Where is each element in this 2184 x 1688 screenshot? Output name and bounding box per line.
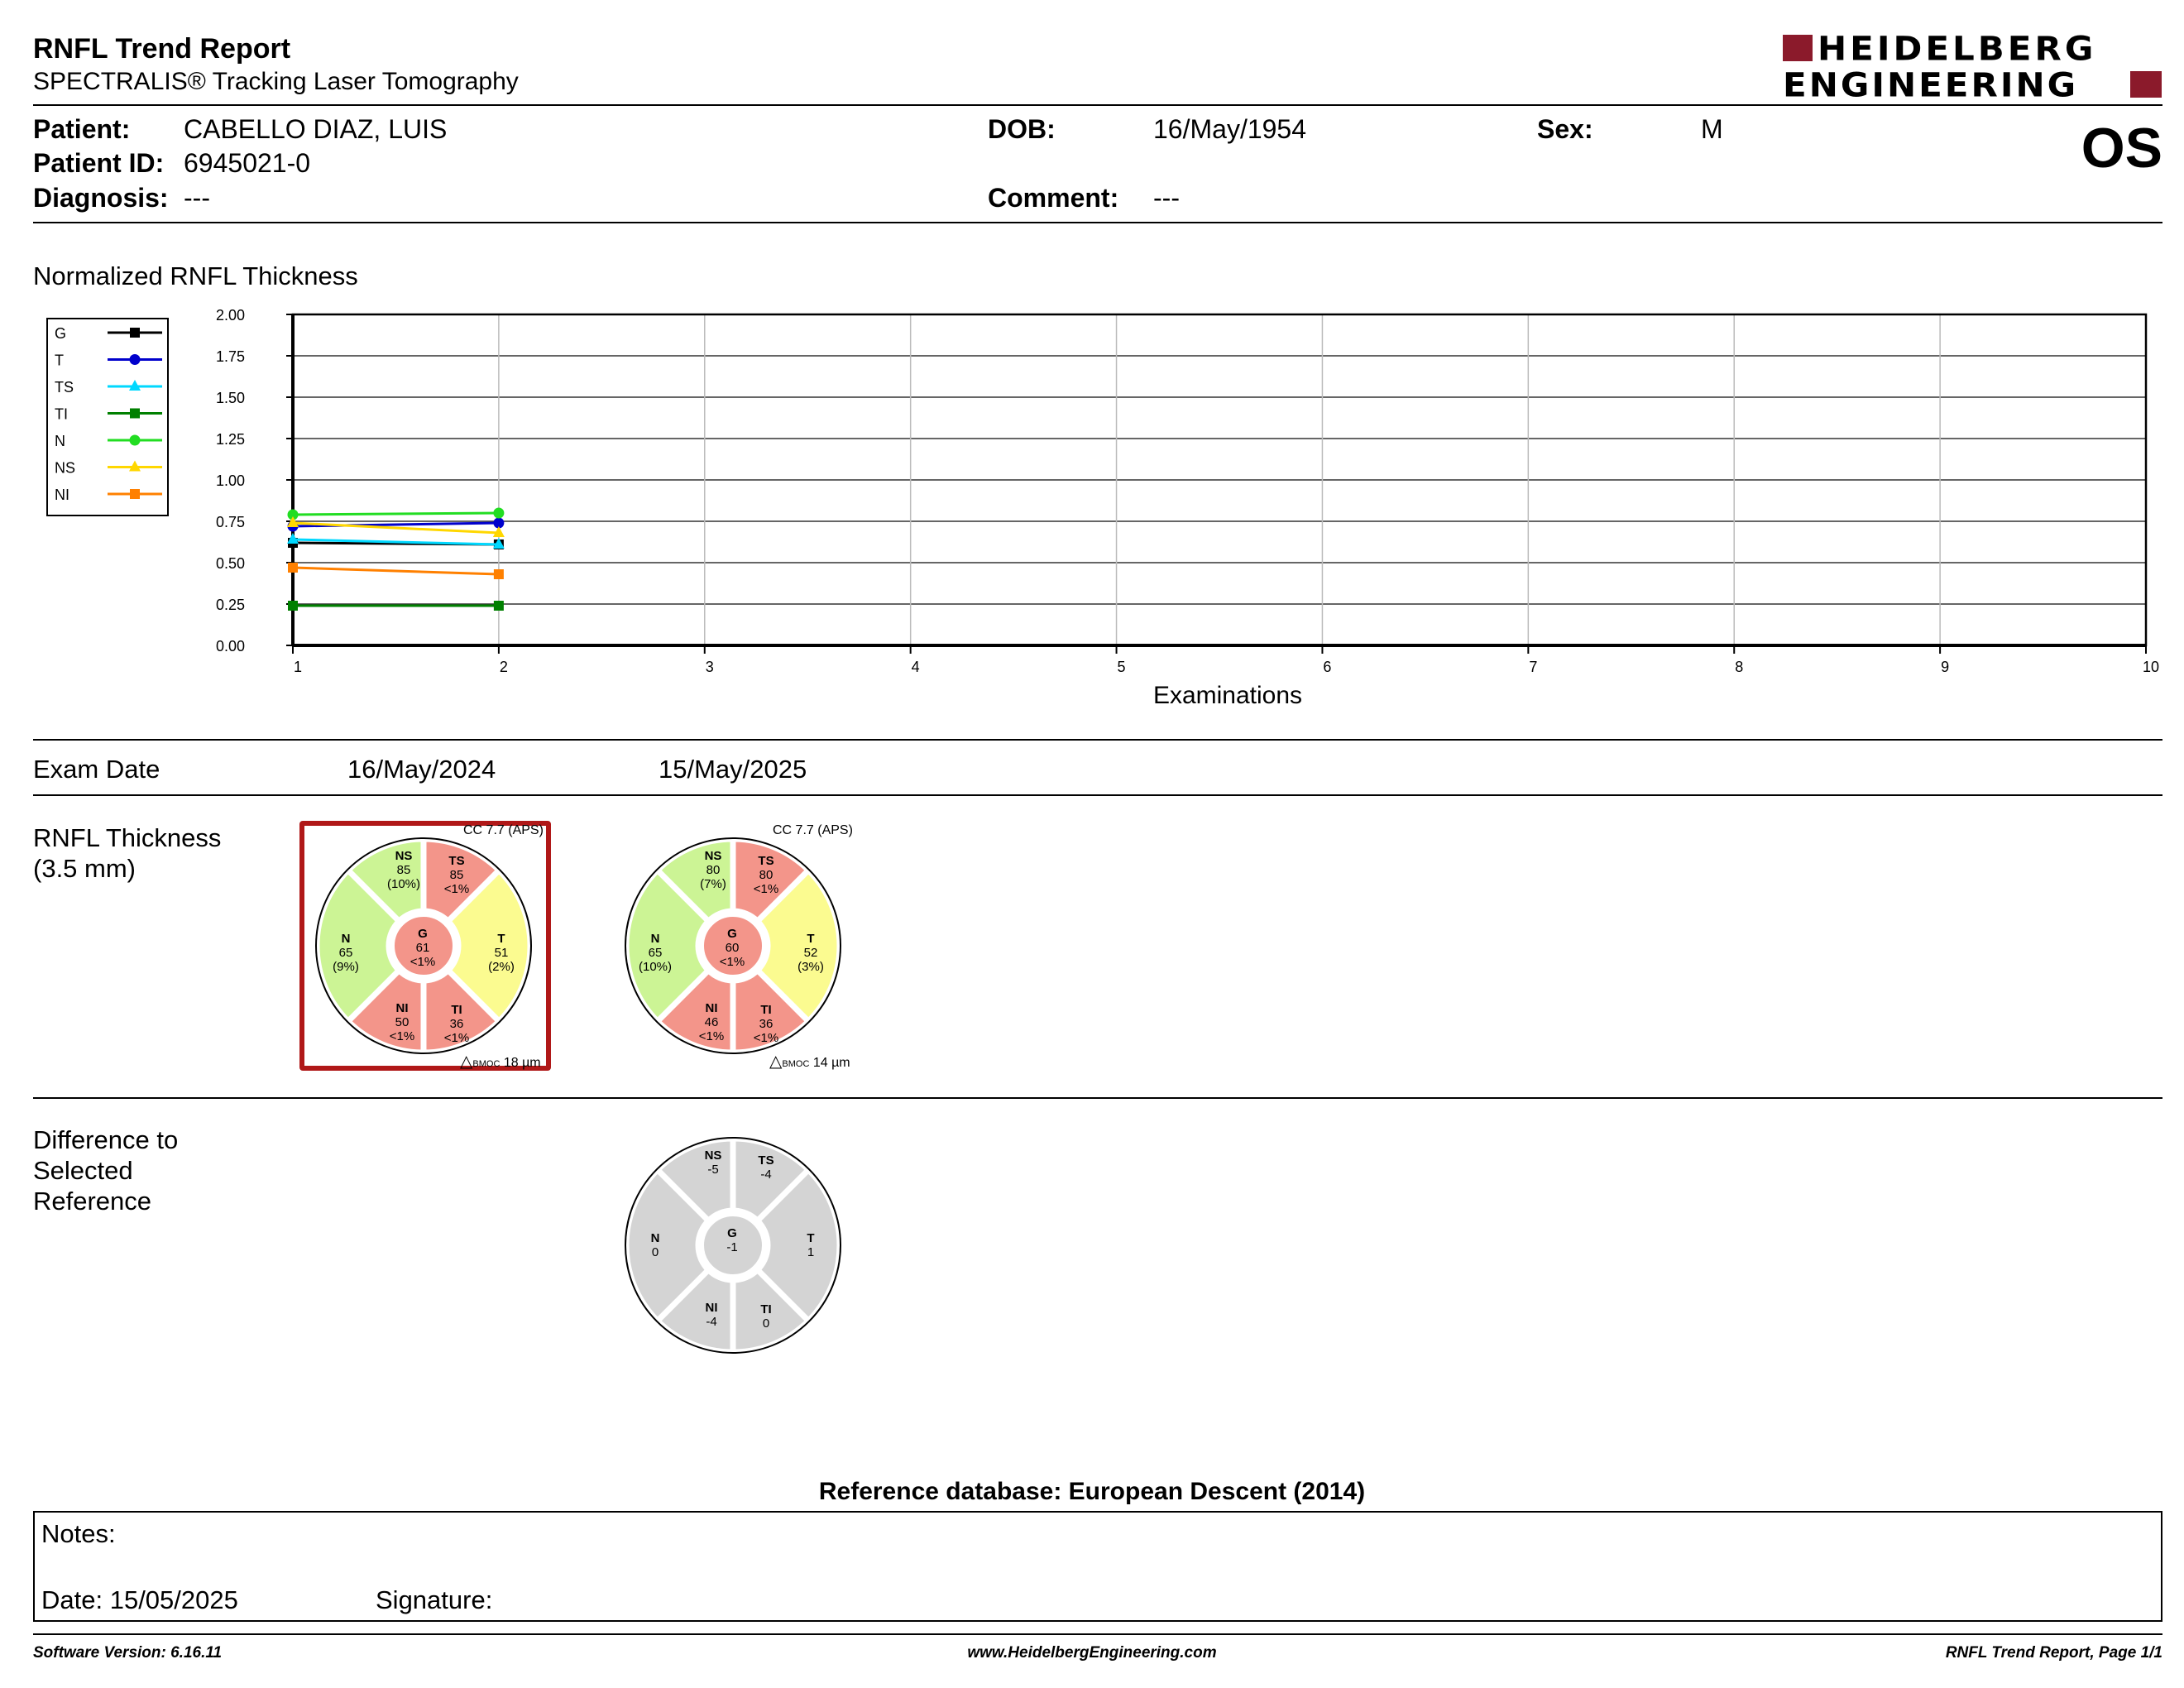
sector-label: NI — [395, 1001, 409, 1015]
x-tick-label: 9 — [1941, 659, 1950, 675]
trend-chart — [0, 298, 2184, 720]
sector-value: 51 — [494, 946, 509, 960]
page-number: RNFL Trend Report, Page 1/1 — [1945, 1644, 2162, 1662]
legend-marker — [130, 328, 140, 338]
logo-line2: ENGINEERING — [1783, 65, 2079, 104]
sector-percentile: (2%) — [488, 960, 515, 974]
sector-value: 52 — [803, 946, 818, 960]
brand-logo — [1783, 31, 2163, 103]
legend-label: NI — [55, 487, 69, 503]
sector-value: 50 — [395, 1015, 410, 1029]
exam-divider — [33, 794, 2162, 796]
difference-label-line3: Reference — [33, 1187, 152, 1216]
x-axis-label: Examinations — [1152, 682, 1303, 709]
sector-percentile: (3%) — [797, 960, 824, 974]
logo-line1: HEIDELBERG — [1818, 29, 2097, 68]
sector-label: TI — [760, 1003, 772, 1017]
website-link[interactable]: www.HeidelbergEngineering.com — [967, 1644, 1217, 1662]
sector-label: TS — [448, 854, 465, 868]
sector-label: NS — [704, 849, 722, 863]
x-tick-label: 5 — [1117, 659, 1126, 675]
difference-label-line1: Difference to — [33, 1125, 179, 1154]
x-tick-label: 10 — [2142, 659, 2160, 675]
bmoc-value: 18 µm — [503, 1056, 541, 1070]
series-line-n — [293, 513, 499, 515]
notes-label: Notes: — [41, 1519, 116, 1548]
x-tick-label: 2 — [499, 659, 508, 675]
sector-percentile: <1% — [698, 1029, 725, 1043]
diagnosis-value: --- — [184, 183, 210, 213]
sector-label: NI — [705, 1001, 718, 1015]
sex-value: M — [1701, 114, 1723, 144]
sector-label: TS — [758, 854, 774, 868]
sector-label: G — [418, 927, 428, 941]
x-tick-label: 6 — [1323, 659, 1332, 675]
sector-label: TI — [760, 1302, 772, 1316]
x-tick-label: 3 — [705, 659, 714, 675]
sector-value: 46 — [704, 1015, 719, 1029]
patient-id-label: Patient ID: — [33, 148, 165, 178]
y-tick-label: 0.75 — [215, 514, 245, 530]
sector-percentile: (9%) — [333, 960, 359, 974]
bmoc-2 — [769, 1051, 850, 1072]
report-title: RNFL Trend Report — [33, 33, 291, 65]
y-tick-label: 1.50 — [215, 390, 245, 406]
legend-label: TI — [55, 405, 68, 423]
sector-value: 65 — [338, 946, 353, 960]
y-tick-label: 1.25 — [215, 431, 245, 448]
trend-section-title: Normalized RNFL Thickness — [33, 261, 358, 290]
data-point-n — [493, 508, 504, 519]
difference-sector-chart — [624, 1136, 842, 1355]
patient-divider — [33, 222, 2162, 223]
sector-percentile: (10%) — [638, 960, 673, 974]
sector-percentile: (7%) — [700, 877, 726, 891]
legend-marker — [130, 409, 140, 419]
logo-square-top — [1783, 35, 1813, 61]
sector-percentile: <1% — [719, 955, 745, 969]
y-tick-label: 0.25 — [215, 597, 245, 613]
sector-label: T — [807, 1231, 815, 1245]
sector-percentile: <1% — [443, 882, 470, 896]
sector-percentile: <1% — [443, 1031, 470, 1045]
signature-label: Signature: — [376, 1585, 493, 1614]
x-tick-label: 8 — [1735, 659, 1744, 675]
y-tick-label: 0.50 — [215, 555, 245, 572]
chart-legend — [47, 319, 168, 516]
bmoc-value: 14 µm — [812, 1056, 850, 1070]
series-line-ni — [293, 568, 499, 574]
data-point-ti — [288, 601, 298, 611]
sector-value: -5 — [707, 1163, 719, 1177]
y-tick-label: 1.00 — [215, 472, 245, 489]
sector-value: -4 — [760, 1168, 772, 1182]
cc-label-2: CC 7.7 (APS) — [773, 823, 853, 837]
data-point-ni — [494, 569, 504, 579]
x-tick-label: 1 — [293, 659, 303, 675]
sector-value: -1 — [726, 1240, 738, 1254]
legend-label: T — [55, 352, 64, 369]
legend-marker — [130, 435, 141, 446]
comment-value: --- — [1153, 183, 1180, 213]
rnfl-thickness-label: RNFL Thickness — [33, 823, 222, 852]
sector-value: 85 — [396, 863, 411, 877]
sector-value: 65 — [648, 946, 663, 960]
sector-value: 36 — [759, 1017, 774, 1031]
sector-percentile: <1% — [753, 882, 779, 896]
sector-percentile: (10%) — [386, 877, 421, 891]
x-tick-label: 4 — [911, 659, 920, 675]
sector-label: NS — [395, 849, 413, 863]
rnfl-sector-chart-1[interactable] — [314, 837, 533, 1055]
logo-square-bottom — [2130, 71, 2162, 98]
legend-label: G — [55, 325, 67, 342]
patient-name: CABELLO DIAZ, LUIS — [184, 114, 448, 144]
bmoc-label: BMOC — [472, 1059, 500, 1069]
data-point-ni — [288, 563, 298, 573]
software-version: Software Version: 6.16.11 — [33, 1644, 223, 1662]
y-tick-label: 2.00 — [215, 307, 245, 324]
report-subtitle: SPECTRALIS® Tracking Laser Tomography — [33, 68, 519, 95]
sector-value: 85 — [449, 868, 464, 882]
sector-label: NI — [705, 1301, 718, 1315]
sector-label: T — [807, 932, 815, 946]
header-divider — [33, 104, 2162, 106]
date-label: Date: 15/05/2025 — [41, 1585, 238, 1614]
x-tick-label: 7 — [1529, 659, 1538, 675]
sector-value: -4 — [706, 1315, 717, 1329]
rnfl-diameter-label: (3.5 mm) — [33, 854, 136, 883]
dob-value: 16/May/1954 — [1153, 114, 1307, 144]
sector-label: G — [727, 1226, 737, 1240]
y-tick-label: 0.00 — [215, 638, 245, 655]
sector-percentile: <1% — [410, 955, 436, 969]
footer-divider — [33, 1633, 2162, 1635]
sector-label: N — [650, 1231, 660, 1245]
data-point-ti — [494, 601, 504, 611]
bmoc-1 — [460, 1051, 541, 1072]
sector-value: 80 — [759, 868, 774, 882]
triangle-delta-icon: △ — [769, 1053, 783, 1071]
exam-date-2: 15/May/2025 — [659, 755, 807, 784]
sector-value: 60 — [725, 941, 740, 955]
sex-label: Sex: — [1537, 114, 1593, 144]
y-tick-label: 1.75 — [215, 348, 245, 365]
legend-label: NS — [55, 459, 76, 477]
notes-box[interactable] — [33, 1511, 2162, 1622]
comment-label: Comment: — [988, 183, 1119, 213]
triangle-delta-icon: △ — [460, 1053, 473, 1071]
legend-label: TS — [55, 379, 74, 396]
eye-label: OS — [2081, 117, 2162, 180]
sector-value: 61 — [415, 941, 430, 955]
sector-label: T — [497, 932, 505, 946]
sector-label: N — [341, 932, 351, 946]
patient-label: Patient: — [33, 114, 131, 144]
reference-database: Reference database: European Descent (2014) — [818, 1478, 1366, 1505]
sector-percentile: <1% — [389, 1029, 415, 1043]
diagnosis-label: Diagnosis: — [33, 183, 169, 213]
sector-label: N — [650, 932, 660, 946]
sector-percentile: <1% — [753, 1031, 779, 1045]
patient-id: 6945021-0 — [184, 148, 311, 178]
cc-label-1: CC 7.7 (APS) — [463, 823, 544, 837]
sector-value: 0 — [651, 1245, 659, 1259]
sector-label: TS — [758, 1153, 774, 1168]
trend-divider — [33, 739, 2162, 741]
sector-value: 80 — [706, 863, 721, 877]
legend-marker — [130, 354, 141, 365]
legend-marker — [130, 489, 140, 499]
sector-label: NS — [704, 1149, 722, 1163]
bmoc-label: BMOC — [782, 1059, 810, 1069]
sector-value: 36 — [449, 1017, 464, 1031]
thickness-divider — [33, 1097, 2162, 1099]
exam-date-1: 16/May/2024 — [347, 755, 496, 784]
sector-value: 1 — [807, 1245, 815, 1259]
sector-label: TI — [451, 1003, 462, 1017]
sector-value: 0 — [762, 1316, 770, 1331]
dob-label: DOB: — [988, 114, 1056, 144]
difference-label-line2: Selected — [33, 1156, 133, 1185]
sector-label: G — [727, 927, 737, 941]
rnfl-sector-chart-2[interactable] — [624, 837, 842, 1055]
legend-label: N — [55, 433, 65, 449]
exam-date-label: Exam Date — [33, 755, 160, 784]
